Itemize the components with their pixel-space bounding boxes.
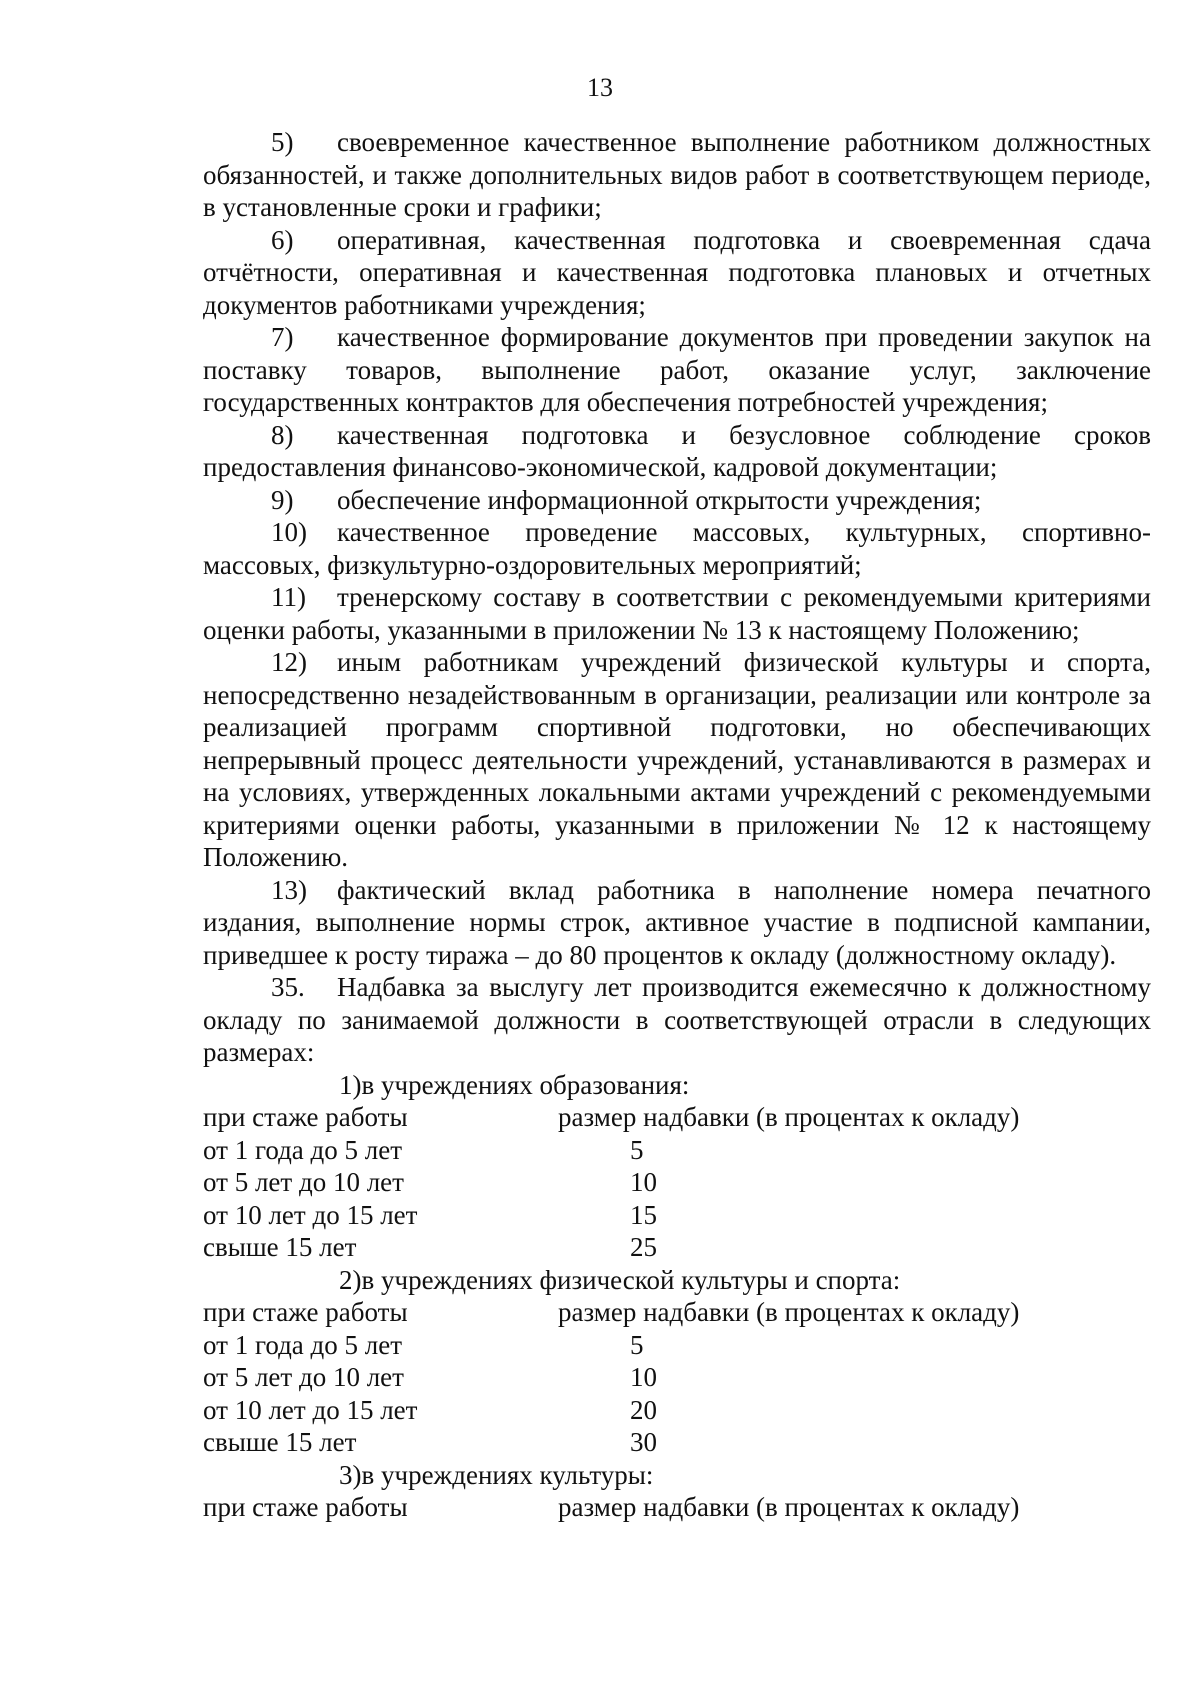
table-row: [203, 1361, 1151, 1394]
group-title-text: в учреждениях образования:: [361, 1069, 690, 1100]
item-number: 13): [271, 874, 307, 905]
column-header-period: при стаже работы: [203, 1297, 408, 1327]
column-header-size: размер надбавки (в процентах к окладу): [558, 1492, 1020, 1522]
table-row: [203, 1166, 1151, 1199]
item-text: иным работникам учреждений физической культуры и спорта, непосредственно незадействованным в организации, реализации или контроле за реализацией программ спортивной подготовки, но обеспечивающих непрерывный процесс деятельности учреждений, устанавливаются в размерах и на условиях, утвержденных локальными актами учреждений с рекомендуемыми критериями оценки работы, указанными в приложении № 12 к настоящему Положению.: [203, 647, 1151, 872]
item-text: своевременное качественное выполнение работником должностных обязанностей, и также дополнительных видов работ в соответствующем периоде, в установленные сроки и графики;: [203, 127, 1151, 222]
allowance-table: [203, 1491, 1151, 1524]
item-number: 7): [271, 322, 294, 352]
table-header-row: [203, 1101, 1151, 1134]
item-text: качественное формирование документов при проведении закупок на поставку товаров, выполнение работ, оказание услуг, заключение государственных контрактов для обеспечения потребностей учреждения;: [203, 322, 1151, 417]
group-title: [203, 1459, 1151, 1492]
list-item: [203, 126, 1151, 224]
period-cell: от 5 лет до 10 лет: [203, 1167, 404, 1197]
column-header-size: размер надбавки (в процентах к окладу): [558, 1102, 1020, 1132]
list-item: [203, 419, 1151, 484]
value-cell: 5: [630, 1329, 644, 1360]
item-text: фактический вклад работника в наполнение номера печатного издания, выполнение нормы строк, активное участие в подписной кампании, приведшее к росту тиража – до 80 процентов к окладу (должностному окладу).: [203, 874, 1151, 970]
allowance-table: [203, 1296, 1151, 1459]
item-number: 9): [271, 484, 294, 515]
item-number: 12): [271, 647, 307, 677]
list-item: [203, 874, 1151, 972]
item-text: обеспечение информационной открытости учреждения;: [337, 484, 982, 515]
column-header-period: при стаже работы: [203, 1102, 408, 1132]
column-header-period: при стаже работы: [203, 1492, 408, 1522]
table-row: [203, 1134, 1151, 1167]
section-number: 35.: [271, 972, 305, 1002]
item-text: тренерскому составу в соответствии с рекомендуемыми критериями оценки работы, указанными в приложении № 13 к настоящему Положению;: [203, 582, 1151, 645]
page-content: [203, 126, 1151, 1524]
value-cell: 15: [630, 1199, 657, 1230]
period-cell: от 1 года до 5 лет: [203, 1134, 403, 1165]
page-number: 13: [587, 73, 613, 102]
group-number: 1): [339, 1069, 362, 1100]
item-number: 10): [271, 517, 307, 547]
group-title: [203, 1069, 1151, 1102]
section-text: Надбавка за выслугу лет производится ежемесячно к должностному окладу по занимаемой должности в соответствующей отрасли в следующих размерах:: [203, 972, 1151, 1067]
table-row: [203, 1329, 1151, 1362]
list-item: [203, 484, 1151, 517]
table-header-row: [203, 1296, 1151, 1329]
table-row: [203, 1231, 1151, 1264]
group-title-text: в учреждениях культуры:: [361, 1459, 654, 1490]
column-header-size: размер надбавки (в процентах к окладу): [558, 1297, 1020, 1327]
value-cell: 5: [630, 1134, 644, 1165]
value-cell: 10: [630, 1362, 657, 1392]
item-number: 6): [271, 224, 294, 255]
item-text: оперативная, качественная подготовка и своевременная сдача отчётности, оперативная и качественная подготовка плановых и отчетных документов работниками учреждения;: [203, 224, 1151, 320]
period-cell: свыше 15 лет: [203, 1427, 357, 1457]
period-cell: от 1 года до 5 лет: [203, 1329, 403, 1360]
list-item: [203, 224, 1151, 322]
allowance-table: [203, 1101, 1151, 1264]
list-item: [203, 321, 1151, 419]
group-number: 3): [339, 1459, 362, 1490]
period-cell: свыше 15 лет: [203, 1232, 357, 1262]
value-cell: 20: [630, 1394, 657, 1425]
table-row: [203, 1394, 1151, 1427]
list-item: [203, 581, 1151, 646]
value-cell: 25: [630, 1232, 657, 1262]
table-header-row: [203, 1491, 1151, 1524]
item-number: 5): [271, 127, 294, 157]
item-text: качественное проведение массовых, культурных, спортивно-массовых, физкультурно-оздоровительных мероприятий;: [203, 517, 1151, 580]
period-cell: от 10 лет до 15 лет: [203, 1394, 418, 1425]
item-number: 8): [271, 419, 294, 450]
group-number: 2): [339, 1264, 362, 1295]
list-item: [203, 516, 1151, 581]
item-text: качественная подготовка и безусловное соблюдение сроков предоставления финансово-экономической, кадровой документации;: [203, 419, 1151, 482]
period-cell: от 5 лет до 10 лет: [203, 1362, 404, 1392]
table-row: [203, 1199, 1151, 1232]
list-item: [203, 646, 1151, 874]
group-title: [203, 1264, 1151, 1297]
period-cell: от 10 лет до 15 лет: [203, 1199, 418, 1230]
section-35: [203, 971, 1151, 1069]
item-number: 11): [271, 582, 306, 612]
group-title-text: в учреждениях физической культуры и спорта:: [361, 1264, 901, 1295]
table-row: [203, 1426, 1151, 1459]
value-cell: 30: [630, 1427, 657, 1457]
value-cell: 10: [630, 1167, 657, 1197]
